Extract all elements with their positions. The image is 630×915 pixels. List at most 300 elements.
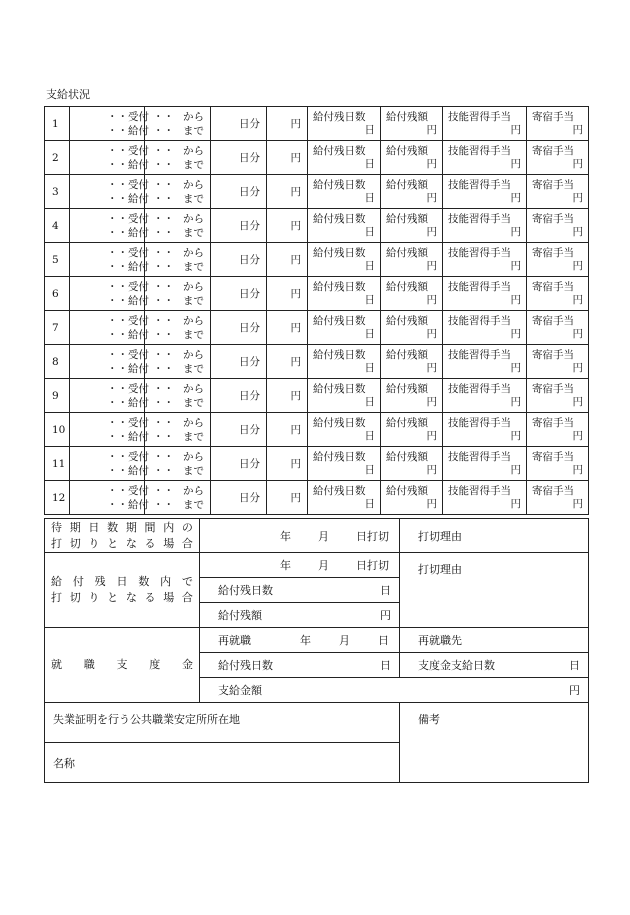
lodging-allowance-cell [527,379,589,413]
yen-cell: 円 [267,311,308,345]
yen-unit: 円 [426,157,437,170]
yen-unit: 円 [572,191,583,204]
date-dots: ・・ [107,280,128,293]
label-char: 度 [149,658,161,671]
date-cell [70,175,149,209]
label-char: 金 [182,658,193,671]
label-char: 合 [181,536,193,550]
period-cell [145,413,211,447]
date-dots: ・・ [107,246,128,259]
received-label: 受付 [128,314,149,327]
date-dots: ・・ [107,158,128,171]
waiting-label-line-1 [51,520,193,536]
label-char: 数 [107,520,119,534]
remaining-amount-cell [381,311,443,345]
month-label: 月 [318,559,329,572]
until-label: まで [183,328,204,341]
yen-unit: 円 [426,463,437,476]
reemployment-date-cell [200,628,400,653]
yen-unit: 円 [426,123,437,136]
lodging-allowance-cell [527,243,589,277]
lodging-allowance-cell [527,447,589,481]
date-dots: ・・ [153,362,174,375]
label-char: り [88,591,100,604]
label-char: 数 [138,575,150,588]
date-dots: ・・ [153,498,174,511]
lodging-allowance-cell [527,311,589,345]
lodging-allowance-label: 寄宿手当 [532,348,574,361]
skill-allowance-label: 技能習得手当 [448,416,511,429]
remaining-days-label: 給付残日数 [313,178,366,191]
received-label: 受付 [128,450,149,463]
lodging-allowance-label: 寄宿手当 [532,450,574,463]
period-cell [145,175,211,209]
period-cell [145,345,211,379]
label-char: 日 [116,575,128,588]
row-number: 9 [45,379,70,413]
remaining-amount-label: 給付残額 [218,609,262,622]
date-dots: ・・ [107,416,128,429]
period-cell [145,243,211,277]
remaining-amount-cell [381,481,443,515]
day-unit: 日 [364,157,375,170]
prep-days-label: 支度金支給日数 [418,659,495,672]
period-cell [145,209,211,243]
label-char: 日 [88,520,100,534]
section-title: 支給状況 [46,88,90,101]
payment-row [45,379,589,413]
date-dots: ・・ [107,178,128,191]
label-char: 職 [83,658,95,671]
payment-row [45,311,589,345]
yen-unit: 円 [572,429,583,442]
paid-label: 給付 [128,396,149,409]
waiting-period-label [45,519,200,553]
benefit-cut-reason: 打切理由 [400,553,589,628]
remaining-days-cell [308,345,381,379]
label-char: 期 [69,520,81,534]
period-cell [145,447,211,481]
benefit-cut-label [45,553,200,628]
yen-cell: 円 [267,175,308,209]
yen-unit: 円 [510,429,521,442]
from-label: から [183,416,204,429]
row-number: 12 [45,481,70,515]
date-dots: ・・ [153,280,174,293]
employment-label-line [51,657,193,673]
date-dots: ・・ [153,328,174,341]
paid-label: 給付 [128,464,149,477]
date-dots: ・・ [107,212,128,225]
skill-allowance-cell [443,107,527,141]
remaining-days-cell [308,175,381,209]
remaining-days-label: 給付残日数 [313,212,366,225]
paid-label: 給付 [128,328,149,341]
yen-unit: 円 [426,429,437,442]
from-label: から [183,212,204,225]
yen-unit: 円 [510,259,521,272]
label-char: 内 [160,575,172,588]
remaining-amount-label: 給付残額 [386,178,428,191]
yen-cell: 円 [267,447,308,481]
until-label: まで [183,396,204,409]
paid-label: 給付 [128,192,149,205]
date-cell [70,277,149,311]
year-label: 年 [300,634,311,647]
remaining-amount-label: 給付残額 [386,314,428,327]
pay-amount-cell [200,678,589,703]
yen-unit: 円 [572,293,583,306]
yen-cell: 円 [267,379,308,413]
remaining-amount-label: 給付残額 [386,416,428,429]
remaining-amount-cell [381,345,443,379]
yen-unit: 円 [426,259,437,272]
remaining-days-cell [308,243,381,277]
skill-allowance-cell [443,379,527,413]
from-label: から [183,178,204,191]
benefit-label-line-2 [51,590,193,606]
yen-cell: 円 [267,209,308,243]
yen-unit: 円 [510,123,521,136]
received-label: 受付 [128,382,149,395]
until-label: まで [183,294,204,307]
skill-allowance-cell [443,481,527,515]
date-cell [70,379,149,413]
day-unit: 日 [364,327,375,340]
date-dots: ・・ [153,314,174,327]
date-dots: ・・ [107,382,128,395]
period-cell [145,481,211,515]
remaining-amount-cell [381,209,443,243]
date-cell [70,311,149,345]
from-label: から [183,314,204,327]
skill-allowance-cell [443,447,527,481]
lodging-allowance-cell [527,413,589,447]
skill-allowance-label: 技能習得手当 [448,484,511,497]
yen-unit: 円 [572,361,583,374]
date-dots: ・・ [153,246,174,259]
termination-table [44,518,589,783]
remaining-amount-label: 給付残額 [386,382,428,395]
date-dots: ・・ [107,484,128,497]
skill-allowance-label: 技能習得手当 [448,246,511,259]
skill-allowance-cell [443,311,527,345]
date-cell [70,481,149,515]
skill-allowance-cell [443,413,527,447]
row-number: 3 [45,175,70,209]
remaining-amount-cell [381,175,443,209]
received-label: 受付 [128,110,149,123]
date-dots: ・・ [153,294,174,307]
yen-unit: 円 [426,191,437,204]
date-dots: ・・ [153,348,174,361]
from-label: から [183,348,204,361]
date-dots: ・・ [153,110,174,123]
date-dots: ・・ [107,498,128,511]
date-cell [70,209,149,243]
remaining-amount-cell [381,379,443,413]
remaining-amount-label: 給付残額 [386,450,428,463]
benefit-cut-date [200,553,400,578]
payment-row [45,481,589,515]
payment-status-table [44,106,589,515]
month-label: 月 [318,529,329,543]
date-dots: ・・ [153,260,174,273]
yen-unit: 円 [572,327,583,340]
payment-row [45,243,589,277]
skill-allowance-cell [443,243,527,277]
date-dots: ・・ [153,192,174,205]
remaining-days-label: 給付残日数 [313,280,366,293]
date-dots: ・・ [107,110,128,123]
skill-allowance-cell [443,209,527,243]
label-char: 切 [69,591,81,604]
payment-row [45,209,589,243]
reemployment-dest: 再就職先 [400,628,589,653]
yen-unit: 円 [510,463,521,476]
paid-label: 給付 [128,260,149,273]
lodging-allowance-label: 寄宿手当 [532,382,574,395]
date-cell [70,141,149,175]
days-cell: 日分 [211,107,267,141]
date-dots: ・・ [107,192,128,205]
date-dots: ・・ [153,212,174,225]
period-cell [145,107,211,141]
reemployment-label: 再就職 [218,634,251,647]
until-label: まで [183,158,204,171]
until-label: まで [183,192,204,205]
waiting-period-row [45,519,589,553]
yen-unit: 円 [569,684,580,697]
remaining-days-cell [308,413,381,447]
yen-unit: 円 [572,395,583,408]
date-dots: ・・ [153,158,174,171]
label-char: る [144,591,156,604]
yen-unit: 円 [510,191,521,204]
date-dots: ・・ [153,226,174,239]
date-dots: ・・ [153,464,174,477]
date-dots: ・・ [107,124,128,137]
days-cell: 日分 [211,141,267,175]
employment-remaining-days-cell [200,653,400,678]
payment-row [45,447,589,481]
from-label: から [183,246,204,259]
day-label: 日 [378,634,389,647]
remaining-amount-label: 給付残額 [386,280,428,293]
payment-rows [45,107,589,515]
lodging-allowance-label: 寄宿手当 [532,484,574,497]
label-char: り [88,536,100,550]
paid-label: 給付 [128,158,149,171]
lodging-allowance-label: 寄宿手当 [532,110,574,123]
days-cell: 日分 [211,413,267,447]
label-char: 間 [144,520,156,534]
days-cell: 日分 [211,447,267,481]
yen-unit: 円 [426,361,437,374]
yen-unit: 円 [510,327,521,340]
label-char: 打 [51,536,62,550]
day-cut-label: 日打切 [356,529,389,543]
from-label: から [183,110,204,123]
label-char: 合 [181,591,193,604]
lodging-allowance-cell [527,277,589,311]
received-label: 受付 [128,348,149,361]
remaining-amount-label: 給付残額 [386,348,428,361]
remaining-days-cell [308,209,381,243]
benefit-cut-row [45,553,589,578]
skill-allowance-label: 技能習得手当 [448,212,511,225]
remaining-days-label: 給付残日数 [218,659,273,672]
label-char: と [107,536,119,550]
yen-unit: 円 [380,609,391,622]
skill-allowance-label: 技能習得手当 [448,280,511,293]
remaining-amount-label: 給付残額 [386,212,428,225]
remaining-days-label: 給付残日数 [313,382,366,395]
date-cell [70,345,149,379]
prep-days-cell [400,653,589,678]
yen-unit: 円 [572,225,583,238]
label-char: 切 [69,536,81,550]
payment-row [45,413,589,447]
payment-row [45,277,589,311]
yen-unit: 円 [572,157,583,170]
remaining-amount-cell [381,413,443,447]
paid-label: 給付 [128,226,149,239]
row-number: 4 [45,209,70,243]
payment-row [45,345,589,379]
date-dots: ・・ [107,348,128,361]
yen-unit: 円 [510,497,521,510]
remaining-days-label: 給付残日数 [313,314,366,327]
employment-allowance-label [45,628,200,703]
lodging-allowance-cell [527,175,589,209]
paid-label: 給付 [128,498,149,511]
label-char: 支 [116,658,128,671]
lodging-allowance-label: 寄宿手当 [532,144,574,157]
payment-row [45,141,589,175]
lodging-allowance-cell [527,141,589,175]
lodging-allowance-cell [527,209,589,243]
label-char: の [181,520,193,534]
date-dots: ・・ [107,328,128,341]
yen-unit: 円 [572,463,583,476]
remaining-days-label: 給付残日数 [313,450,366,463]
yen-cell: 円 [267,107,308,141]
remaining-days-label: 給付残日数 [313,484,366,497]
remaining-days-cell [308,447,381,481]
day-unit: 日 [364,497,375,510]
label-char: 内 [163,520,175,534]
row-number: 2 [45,141,70,175]
date-dots: ・・ [107,260,128,273]
date-dots: ・・ [153,124,174,137]
row-number: 1 [45,107,70,141]
yen-unit: 円 [572,497,583,510]
payment-row [45,107,589,141]
label-char: 残 [94,575,106,588]
until-label: まで [183,362,204,375]
from-label: から [183,450,204,463]
waiting-cut-date [200,519,400,553]
waiting-label-line-2 [51,536,193,552]
remaining-days-cell [308,311,381,345]
lodging-allowance-label: 寄宿手当 [532,246,574,259]
waiting-cut-reason: 打切理由 [400,519,589,553]
from-label: から [183,280,204,293]
remaining-days-label: 給付残日数 [218,584,273,597]
yen-cell: 円 [267,413,308,447]
skill-allowance-cell [443,345,527,379]
days-cell: 日分 [211,209,267,243]
remaining-amount-cell [200,603,400,628]
remaining-amount-cell [381,141,443,175]
day-unit: 日 [380,659,391,672]
remaining-days-cell [200,578,400,603]
yen-unit: 円 [510,293,521,306]
date-cell [70,413,149,447]
date-dots: ・・ [107,430,128,443]
day-unit: 日 [569,659,580,672]
skill-allowance-label: 技能習得手当 [448,314,511,327]
label-char: 場 [163,591,175,604]
lodging-allowance-cell [527,107,589,141]
yen-unit: 円 [426,225,437,238]
yen-unit: 円 [426,293,437,306]
paid-label: 給付 [128,124,149,137]
received-label: 受付 [128,178,149,191]
day-unit: 日 [364,259,375,272]
remaining-amount-cell [381,107,443,141]
from-label: から [183,144,204,157]
date-cell [70,107,149,141]
from-label: から [183,484,204,497]
until-label: まで [183,498,204,511]
remaining-days-label: 給付残日数 [313,144,366,157]
yen-unit: 円 [510,395,521,408]
label-char: な [125,591,137,604]
yen-cell: 円 [267,277,308,311]
date-dots: ・・ [153,382,174,395]
payment-row [45,175,589,209]
remaining-days-cell [308,107,381,141]
skill-allowance-label: 技能習得手当 [448,348,511,361]
lodging-allowance-label: 寄宿手当 [532,212,574,225]
date-cell [70,447,149,481]
skill-allowance-label: 技能習得手当 [448,450,511,463]
skill-allowance-cell [443,141,527,175]
month-label: 月 [339,634,350,647]
yen-unit: 円 [426,497,437,510]
date-dots: ・・ [107,450,128,463]
remaining-days-label: 給付残日数 [313,416,366,429]
date-dots: ・・ [153,430,174,443]
received-label: 受付 [128,246,149,259]
skill-allowance-label: 技能習得手当 [448,144,511,157]
remaining-days-cell [308,481,381,515]
yen-unit: 円 [510,157,521,170]
day-unit: 日 [364,123,375,136]
from-label: から [183,382,204,395]
label-char: 打 [51,591,62,604]
days-cell: 日分 [211,345,267,379]
label-char: 就 [51,658,62,671]
days-cell: 日分 [211,175,267,209]
lodging-allowance-label: 寄宿手当 [532,416,574,429]
until-label: まで [183,226,204,239]
remarks: 備考 [400,703,589,783]
date-dots: ・・ [107,362,128,375]
until-label: まで [183,430,204,443]
